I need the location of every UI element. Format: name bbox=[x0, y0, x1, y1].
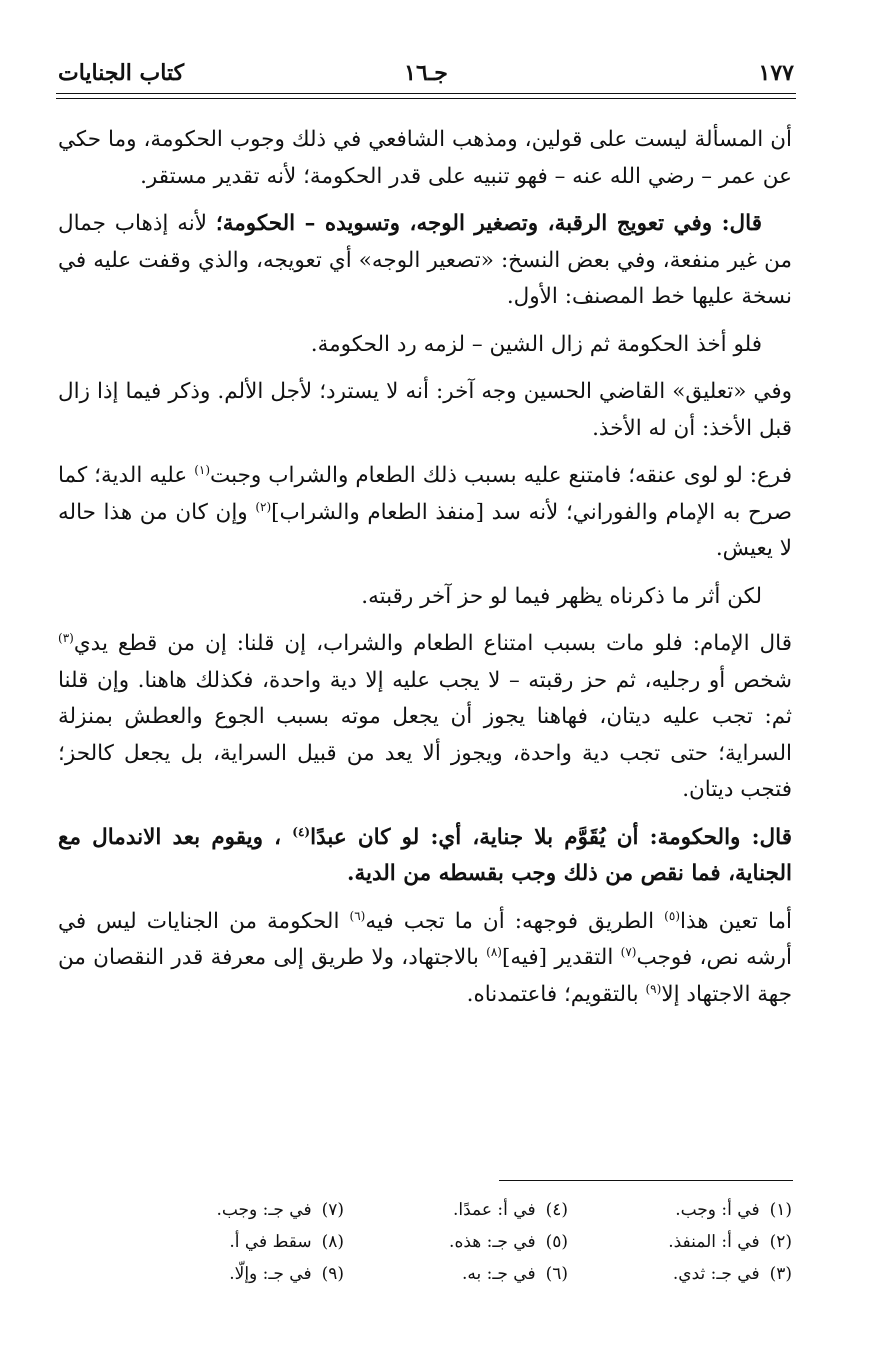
paragraph-9 bbox=[58, 904, 792, 1014]
footnote-text: سقط في أ. bbox=[229, 1232, 312, 1252]
footnote-text: في أ: المنفذ. bbox=[668, 1232, 760, 1252]
paragraph-bold-lead: قال: وفي تعويج الرقبة، وتصغير الوجه، وتسويده – الحكومة؛ bbox=[215, 211, 763, 236]
footnote-9 bbox=[120, 1260, 344, 1288]
main-text bbox=[58, 122, 792, 1024]
running-header bbox=[58, 58, 794, 92]
footnote-text: في جـ: به. bbox=[462, 1264, 536, 1284]
footnote-number: (٩) bbox=[321, 1264, 344, 1284]
footnote-text: في أ: وجب. bbox=[675, 1200, 760, 1220]
footnote-text: في جـ: وجب. bbox=[216, 1200, 312, 1220]
footnote-number: (٣) bbox=[769, 1264, 792, 1284]
page-number: ١٧٧ bbox=[758, 60, 794, 86]
footnote-5 bbox=[344, 1228, 568, 1256]
header-rule-thick bbox=[56, 93, 796, 94]
footnote-marker-6[interactable]: (٦) bbox=[349, 908, 366, 923]
footnote-number: (١) bbox=[769, 1200, 792, 1220]
paragraph-text: لأنه إذهاب جمال من غير منفعة، وفي بعض النسخ: «تصعير الوجه» أي تعويجه، والذي وقفت عليه في نسخة عليها خط المصنف: الأول. bbox=[58, 211, 792, 309]
paragraph-text: فرع: لو لوى عنقه؛ فامتنع عليه بسبب ذلك الطعام والشراب وجبت bbox=[210, 463, 792, 488]
footnotes bbox=[120, 1196, 792, 1288]
footnote-text: في جـ: هذه. bbox=[449, 1232, 536, 1252]
footnote-marker-3[interactable]: (٣) bbox=[58, 630, 74, 645]
paragraph-text: التقدير [فيه] bbox=[501, 945, 621, 970]
footnote-marker-5[interactable]: (٥) bbox=[664, 908, 680, 923]
paragraph-8 bbox=[58, 820, 792, 893]
footnote-number: (٧) bbox=[321, 1200, 344, 1220]
paragraph-text: الحكومة من الجنايات ليس في أرشه نص، فوجب bbox=[58, 908, 792, 970]
paragraph-5 bbox=[58, 458, 792, 568]
footnote-6 bbox=[344, 1260, 568, 1288]
footnote-marker-1[interactable]: (١) bbox=[194, 462, 211, 477]
footnote-number: (٥) bbox=[545, 1232, 568, 1252]
paragraph-text: الطريق فوجهه: أن ما تجب فيه bbox=[365, 908, 665, 934]
footnote-number: (٢) bbox=[769, 1232, 792, 1252]
footnote-text: في جـ: ثدي. bbox=[672, 1264, 760, 1284]
header-rule-thin bbox=[56, 98, 796, 99]
footnote-number: (٤) bbox=[545, 1200, 568, 1220]
footnote-text: في جـ: وإلّا. bbox=[229, 1264, 312, 1284]
footnote-8 bbox=[120, 1228, 344, 1256]
footnote-number: (٦) bbox=[545, 1264, 568, 1284]
volume-number: جـ١٦ bbox=[404, 60, 448, 86]
paragraph-text: بالتقويم؛ فاعتمدناه. bbox=[466, 981, 646, 1007]
footnote-marker-9[interactable]: (٩) bbox=[645, 981, 662, 996]
footnote-marker-4[interactable]: (٤) bbox=[292, 824, 311, 839]
paragraph-text: فلو أخذ الحكومة ثم زال الشين – لزمه رد الحكومة. bbox=[310, 331, 762, 357]
paragraph-4 bbox=[58, 374, 792, 447]
footnote-marker-8[interactable]: (٨) bbox=[486, 944, 502, 959]
footnote-1 bbox=[568, 1196, 792, 1224]
paragraph-text: أما تعين هذا bbox=[680, 908, 792, 934]
footnote-text: في أ: عمدًا. bbox=[453, 1200, 536, 1220]
paragraph-1 bbox=[58, 122, 792, 195]
footnote-7 bbox=[120, 1196, 344, 1224]
footnote-separator bbox=[499, 1180, 793, 1181]
paragraph-text: لكن أثر ما ذكرناه يظهر فيما لو حز آخر رقبته. bbox=[361, 583, 762, 609]
paragraph-6 bbox=[58, 579, 792, 616]
paragraph-text: وإن كان من هذا حاله لا يعيش. bbox=[58, 499, 792, 561]
book-title: كتاب الجنايات bbox=[58, 60, 185, 86]
paragraph-text: قال: والحكومة: أن يُقَوَّم بلا جناية، أي: لو كان عبدًا bbox=[310, 824, 792, 850]
footnote-marker-7[interactable]: (٧) bbox=[620, 944, 637, 959]
footnote-number: (٨) bbox=[321, 1232, 344, 1252]
paragraph-2 bbox=[58, 206, 792, 316]
footnote-2 bbox=[568, 1228, 792, 1256]
paragraph-text: قال الإمام: فلو مات بسبب امتناع الطعام والشراب، إن قلنا: إن من قطع يدي bbox=[73, 631, 792, 656]
paragraph-3 bbox=[58, 327, 792, 364]
paragraph-text: شخص أو رجليه، ثم حز رقبته – لا يجب عليه إلا دية واحدة، فكذلك هاهنا. وإن قلنا ثم: تجب عليه ديتان، فهاهنا يجوز أن يجعل موته بسبب الجوع والعطش بمنزلة السراية؛ حتى تجب دية واحدة، ويجوز ألا يعد من قبيل السراية، بل يجعل كالحز؛ فتجب ديتان. bbox=[58, 667, 792, 802]
footnote-3 bbox=[568, 1260, 792, 1288]
footnote-marker-2[interactable]: (٢) bbox=[255, 499, 272, 514]
footnote-4 bbox=[344, 1196, 568, 1224]
paragraph-text: بالاجتهاد، ولا طريق إلى معرفة قدر النقصان من جهة الاجتهاد إلا bbox=[58, 945, 792, 1007]
paragraph-text: عليه الدية؛ كما صرح به الإمام والفوراني؛ لأنه سد [منفذ الطعام والشراب] bbox=[58, 463, 792, 525]
paragraph-text: وفي «تعليق» القاضي الحسين وجه آخر: أنه لا يسترد؛ لأجل الألم. وذكر فيما إذا زال قبل الأخذ: أن له الأخذ. bbox=[58, 379, 792, 441]
paragraph-text: ، ويقوم بعد الاندمال مع الجناية، فما نقص من ذلك وجب بقسطه من الدية. bbox=[58, 824, 792, 886]
paragraph-text: أن المسألة ليست على قولين، ومذهب الشافعي في ذلك وجوب الحكومة، وما حكي عن عمر – رضي الله عنه – فهو تنبيه على قدر الحكومة؛ لأنه تقدير مستقر. bbox=[58, 127, 792, 189]
paragraph-7 bbox=[58, 626, 792, 809]
